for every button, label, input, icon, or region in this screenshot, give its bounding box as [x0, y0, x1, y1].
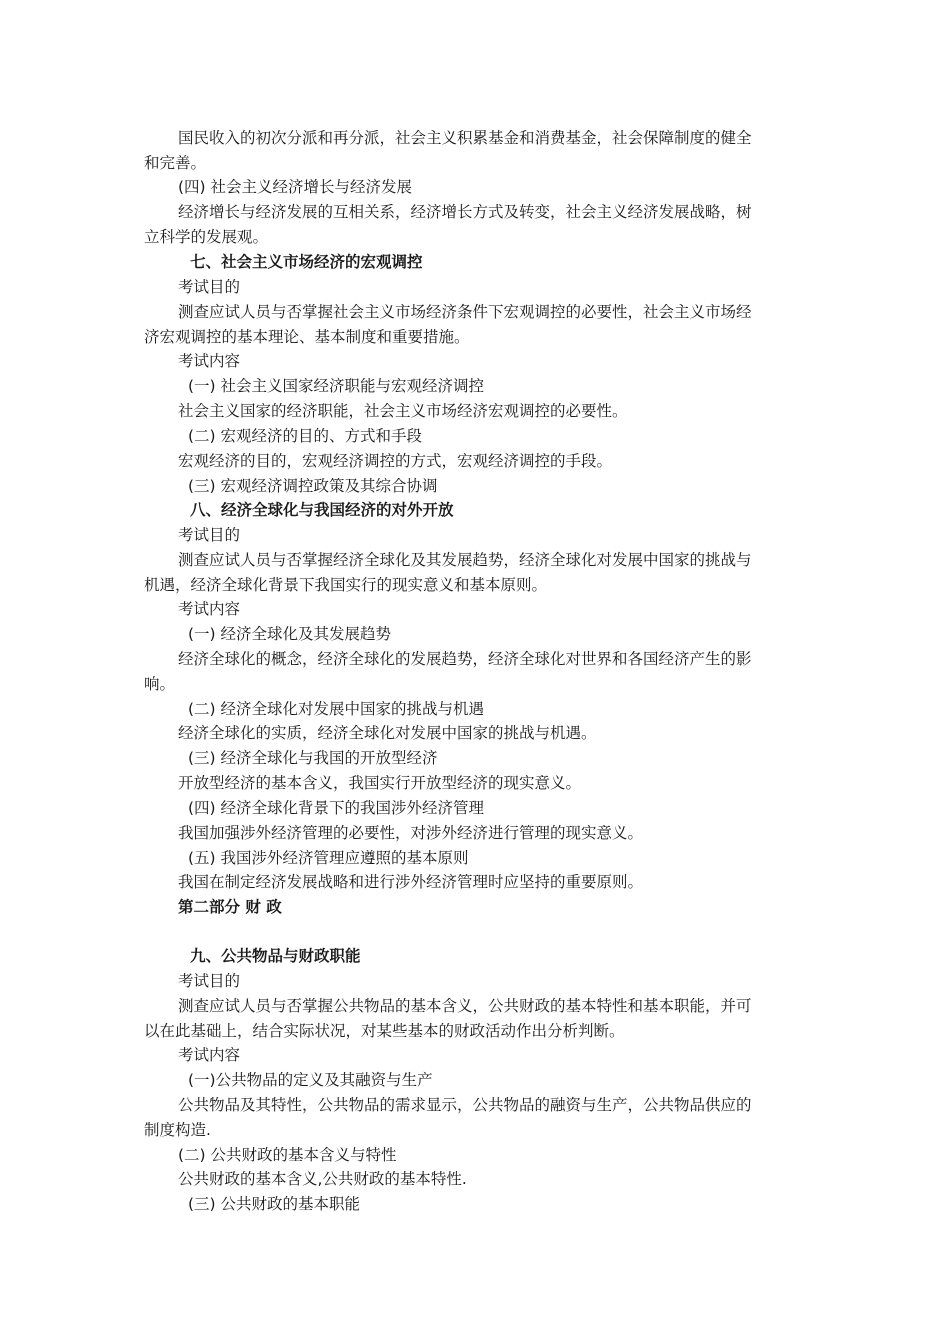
- text-line: 考试目的: [178, 526, 241, 544]
- text-line: 经济全球化的概念，经济全球化的发展趋势，经济全球化对世界和各国经济产生的影: [178, 650, 752, 668]
- text-line: 考试目的: [178, 278, 241, 296]
- text-line: 制度构造.: [144, 1121, 211, 1139]
- text-line: 经济增长与经济发展的互相关系，经济增长方式及转变，社会主义经济发展战略，树: [178, 203, 752, 221]
- text-line: 测查应试人员与否掌握公共物品的基本含义，公共财政的基本特性和基本职能，并可: [178, 997, 752, 1015]
- text-line: 经济全球化的实质，经济全球化对发展中国家的挑战与机遇。: [178, 724, 597, 742]
- text-line: 响。: [144, 675, 176, 693]
- text-line: 测查应试人员与否掌握社会主义市场经济条件下宏观调控的必要性，社会主义市场经: [178, 303, 752, 321]
- text-line: (五) 我国涉外经济管理应遵照的基本原则: [188, 849, 469, 867]
- text-line: 考试内容: [178, 1046, 241, 1064]
- text-line: (三) 宏观经济调控政策及其综合协调: [188, 477, 438, 495]
- text-line: 我国加强涉外经济管理的必要性，对涉外经济进行管理的现实意义。: [178, 824, 644, 842]
- text-line: (一) 经济全球化及其发展趋势: [188, 625, 392, 643]
- text-line: (二) 宏观经济的目的、方式和手段: [188, 427, 423, 445]
- text-line: (四) 社会主义经济增长与经济发展: [178, 178, 413, 196]
- text-line: 以在此基础上，结合实际状况，对某些基本的财政活动作出分析判断。: [144, 1022, 625, 1040]
- text-line: 公共财政的基本含义,公共财政的基本特性.: [178, 1170, 467, 1188]
- text-line: 宏观经济的目的，宏观经济调控的方式，宏观经济调控的手段。: [178, 452, 613, 470]
- text-line: (二) 公共财政的基本含义与特性: [178, 1146, 397, 1164]
- text-line: 九、公共物品与财政职能: [190, 947, 361, 965]
- text-line: 八、经济全球化与我国经济的对外开放: [190, 501, 454, 519]
- text-line: 我国在制定经济发展战略和进行涉外经济管理时应坚持的重要原则。: [178, 873, 644, 891]
- text-line: (四) 经济全球化背景下的我国涉外经济管理: [188, 799, 485, 817]
- text-line: 国民收入的初次分派和再分派，社会主义积累基金和消费基金，社会保障制度的健全: [178, 129, 752, 147]
- text-line: 开放型经济的基本含义，我国实行开放型经济的现实意义。: [178, 774, 582, 792]
- text-line: 公共物品及其特性，公共物品的需求显示，公共物品的融资与生产，公共物品供应的: [178, 1096, 752, 1114]
- text-line: 测查应试人员与否掌握经济全球化及其发展趋势，经济全球化对发展中国家的挑战与: [178, 551, 752, 569]
- text-line: 七、社会主义市场经济的宏观调控: [190, 253, 423, 271]
- text-line: 考试内容: [178, 600, 241, 618]
- text-line: 立科学的发展观。: [144, 228, 269, 246]
- text-line: 机遇，经济全球化背景下我国实行的现实意义和基本原则。: [144, 576, 548, 594]
- text-line: (一)公共物品的定义及其融资与生产: [188, 1071, 433, 1089]
- text-line: 济宏观调控的基本理论、基本制度和重要措施。: [144, 328, 470, 346]
- text-line: 社会主义国家的经济职能，社会主义市场经济宏观调控的必要性。: [178, 402, 628, 420]
- text-line: (三) 经济全球化与我国的开放型经济: [188, 749, 438, 767]
- text-line: 和完善。: [144, 154, 207, 172]
- text-line: (三) 公共财政的基本职能: [188, 1195, 361, 1213]
- text-line: 考试目的: [178, 972, 241, 990]
- text-line: (一) 社会主义国家经济职能与宏观经济调控: [188, 377, 485, 395]
- text-line: (二) 经济全球化对发展中国家的挑战与机遇: [188, 700, 485, 718]
- text-line: 第二部分 财 政: [178, 898, 282, 916]
- text-line: 考试内容: [178, 352, 241, 370]
